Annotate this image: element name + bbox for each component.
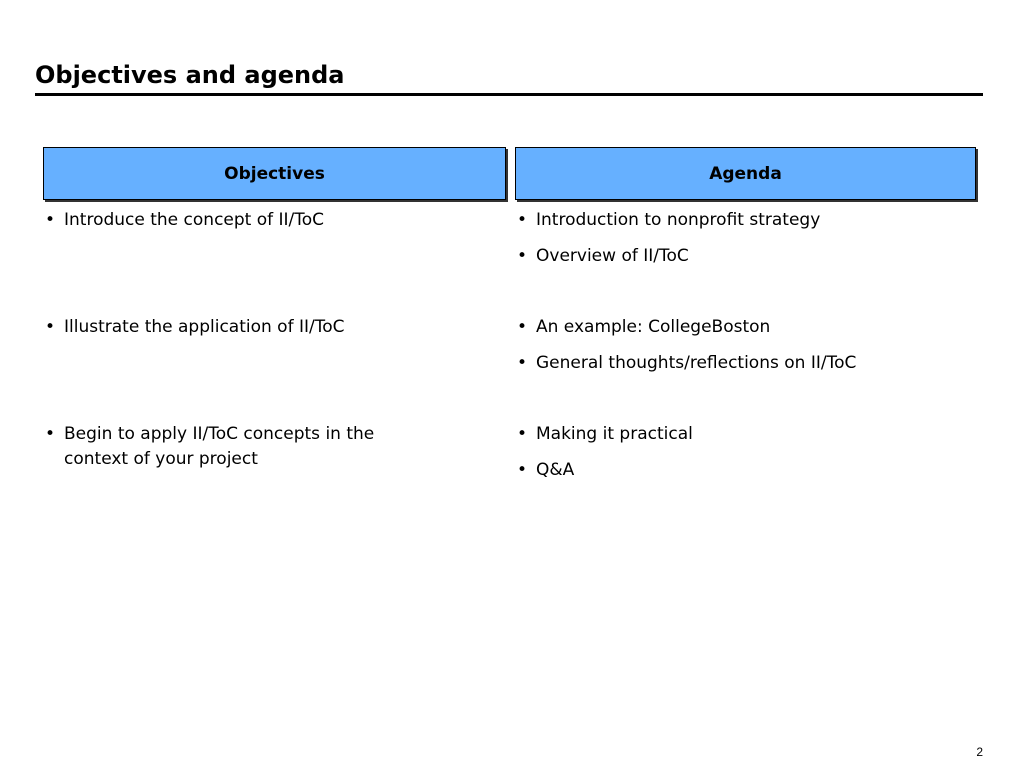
slide-title: Objectives and agenda [35,61,345,89]
objective-text: Illustrate the application of II/ToC [64,317,345,337]
agenda-item [517,458,574,483]
objective-item [45,315,344,340]
bullet-icon: • [517,317,528,337]
agenda-item [517,422,693,447]
bullet-icon: • [517,353,528,373]
page-number: 2 [976,745,983,759]
agenda-header [515,147,976,200]
agenda-text: Making it practical [536,424,693,444]
bullet-icon: • [517,424,528,444]
agenda-text: Overview of II/ToC [536,246,689,266]
agenda-text: Introduction to nonprofit strategy [536,210,821,230]
objectives-header [43,147,506,200]
objective-item [45,422,374,472]
agenda-item [517,208,820,233]
title-rule [35,93,983,96]
agenda-item [517,351,856,376]
agenda-item [517,315,770,340]
objectives-header-label: Objectives [224,163,325,184]
bullet-icon: • [517,246,528,266]
bullet-icon: • [45,210,56,230]
agenda-text: General thoughts/reflections on II/ToC [536,353,857,373]
bullet-icon: • [517,210,528,230]
agenda-text: Q&A [536,460,575,480]
bullet-icon: • [45,317,56,337]
objective-text: Introduce the concept of II/ToC [64,210,325,230]
objective-text-continued: context of your project [64,449,258,469]
agenda-item [517,244,689,269]
agenda-header-label: Agenda [709,163,782,184]
objective-text: Begin to apply II/ToC concepts in the [64,424,375,444]
agenda-text: An example: CollegeBoston [536,317,771,337]
bullet-icon: • [45,424,56,444]
objective-item [45,208,324,233]
bullet-icon: • [517,460,528,480]
